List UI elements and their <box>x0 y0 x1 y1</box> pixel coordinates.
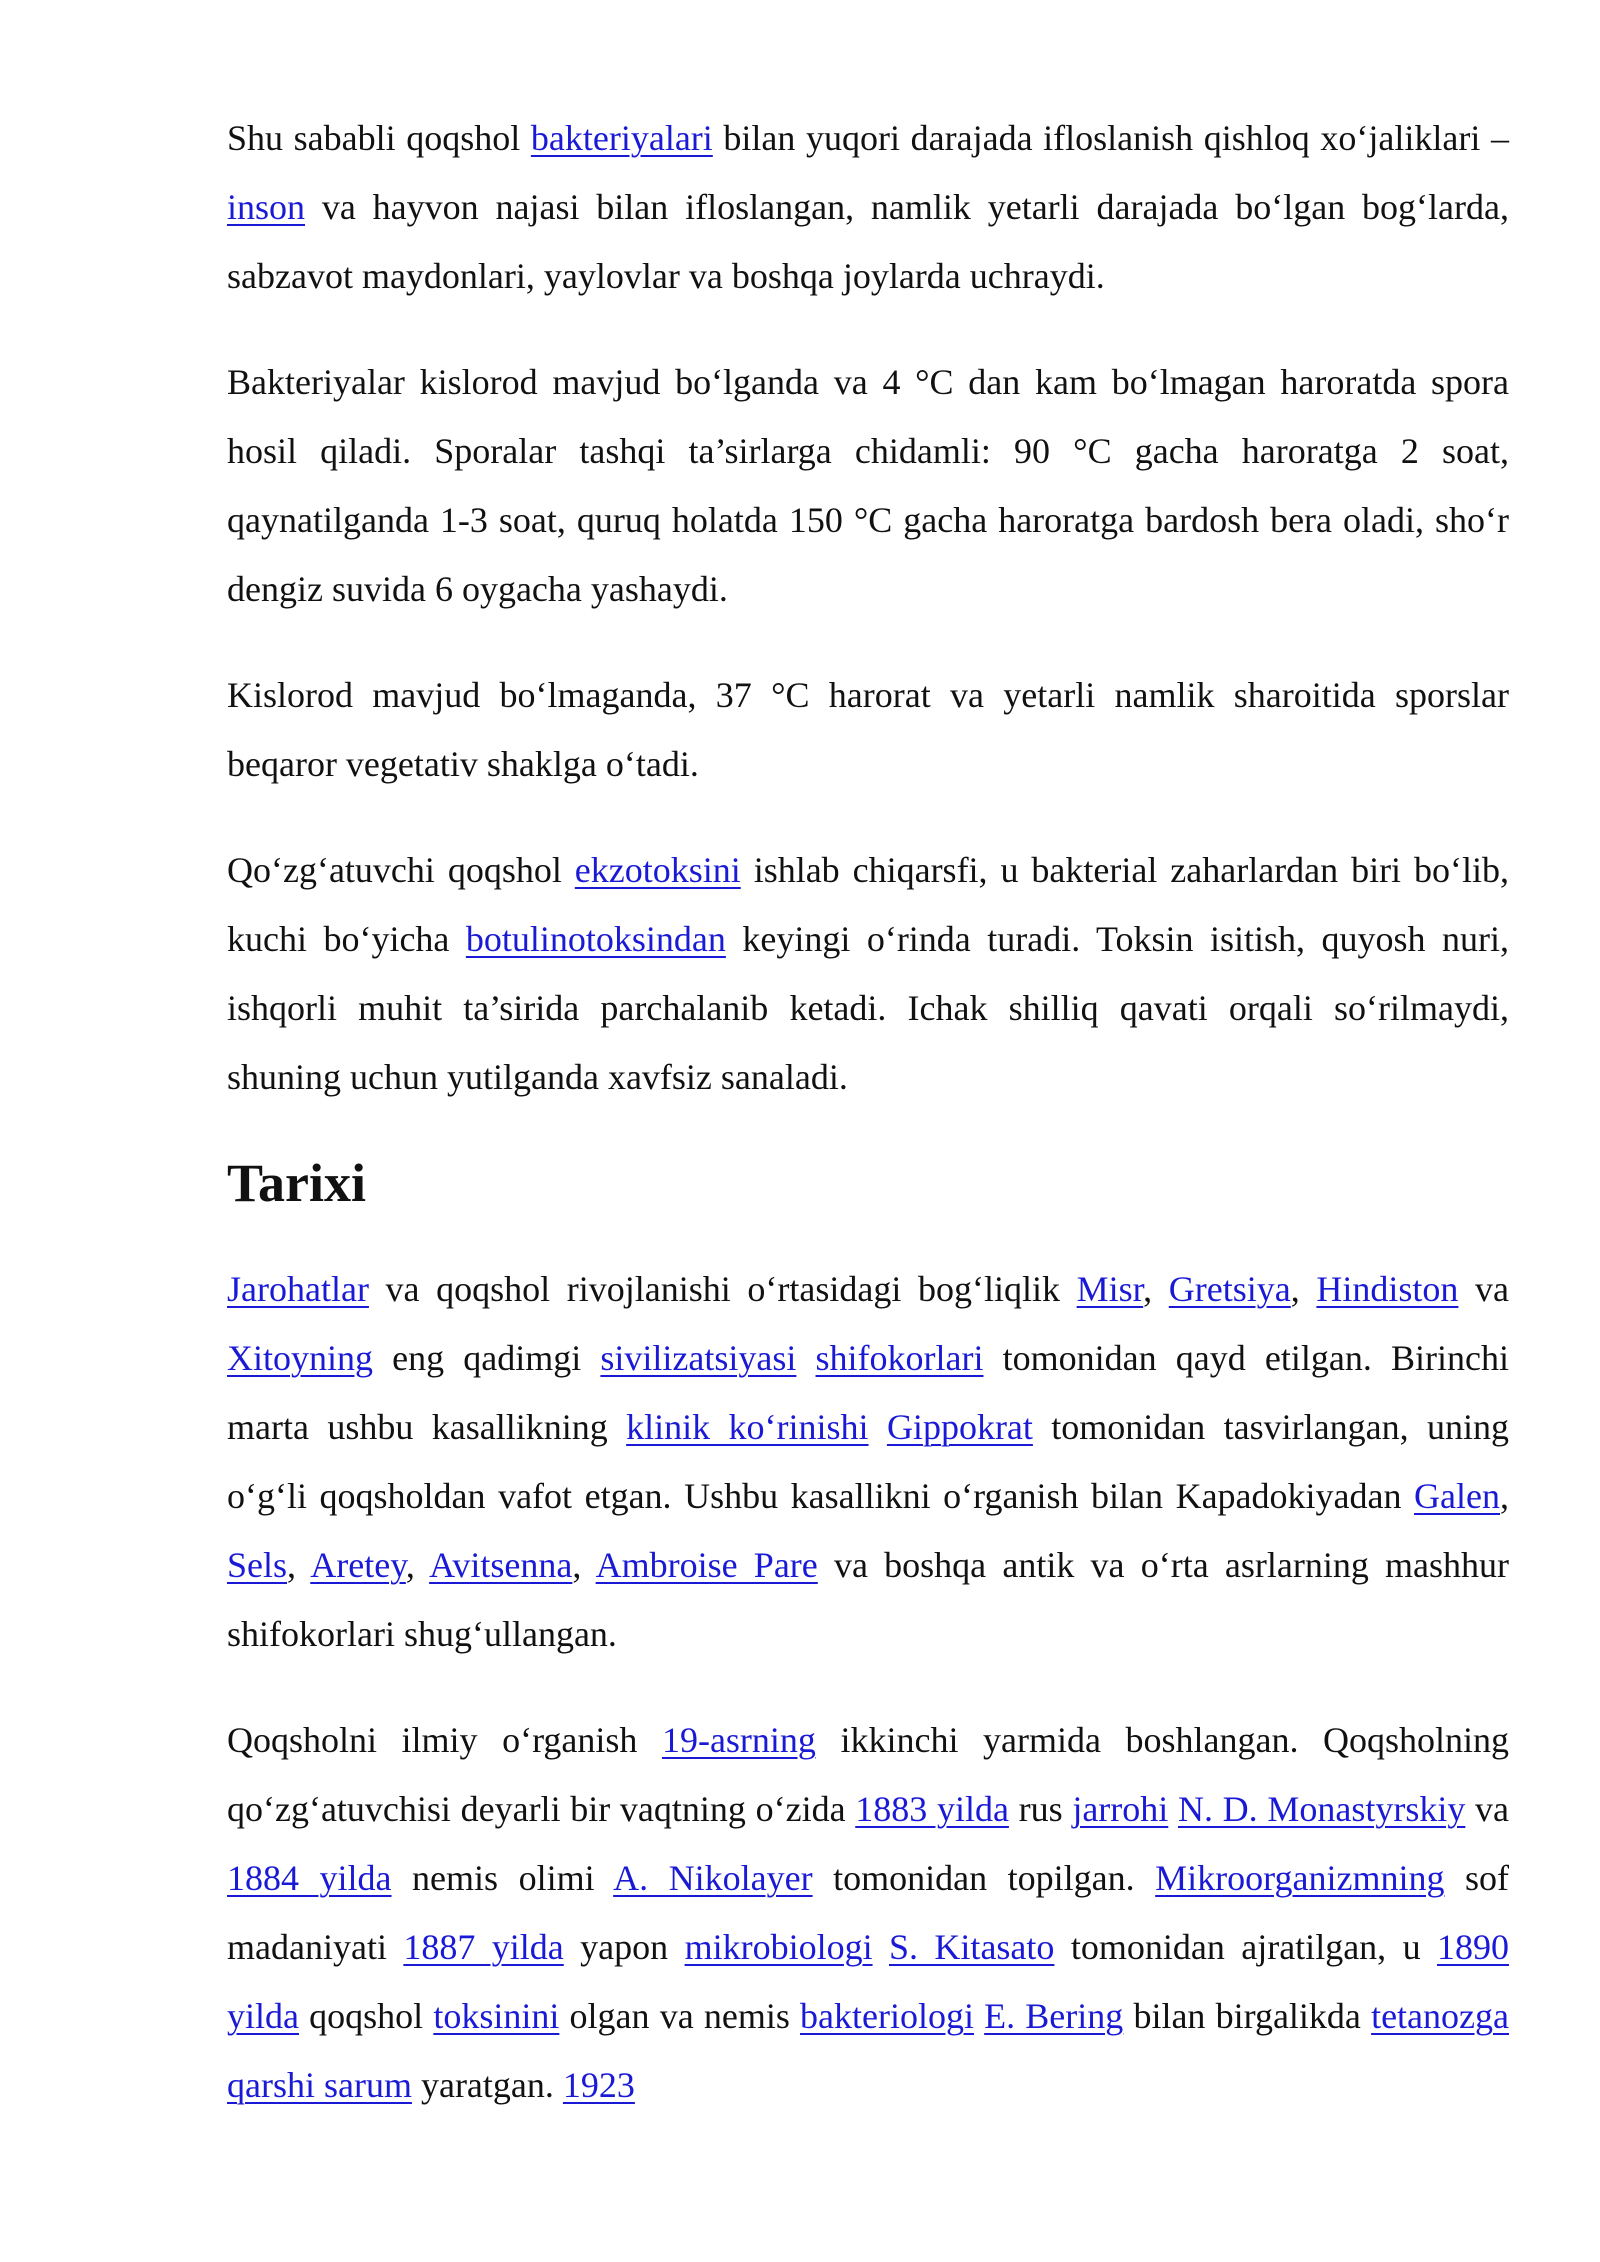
text-run: Shu sababli qoqshol <box>227 118 531 158</box>
text-run: bilan yuqori darajada ifloslanish qishloq xo‘jaliklari – <box>712 118 1509 158</box>
paragraph <box>227 836 1509 1112</box>
link-bakteriyalari[interactable]: bakteriyalari <box>530 118 713 158</box>
link-ekzotoksini[interactable]: ekzotoksini <box>574 850 741 890</box>
text-run: yapon <box>563 1927 685 1967</box>
text-run: Qo‘zg‘atuvchi qoqshol <box>227 850 575 890</box>
link-xitoyning[interactable]: Xitoyning <box>227 1338 374 1378</box>
text-run: tomonidan ajratilgan, u <box>1054 1927 1438 1967</box>
text-run: olgan va nemis <box>559 1996 801 2036</box>
document-page <box>227 104 1509 2157</box>
link-1884-yilda[interactable]: 1884 yilda <box>227 1858 392 1898</box>
text-run: Bakteriyalar kislorod mavjud bo‘lganda va 4 °C dan kam bo‘lmagan haroratda spora hosil qiladi. Sporalar tashqi ta’sirlarga chidamli: 90 °C gacha haroratga 2 soat, qaynatilganda 1-3 soat, quruq holatda 150 °C gacha haroratga bardosh bera oladi, sho‘r dengiz suvida 6 oygacha yashaydi. <box>227 362 1509 609</box>
text-run: yaratgan. <box>411 2065 563 2105</box>
link-jarrohi[interactable]: jarrohi <box>1072 1789 1169 1829</box>
link-n-d-monastyrskiy[interactable]: N. D. Monastyrskiy <box>1177 1789 1466 1829</box>
text-run: va <box>1465 1789 1510 1829</box>
link-misr[interactable]: Misr <box>1076 1269 1144 1309</box>
text-run: Tarixi <box>227 1153 367 1213</box>
paragraph <box>227 661 1509 799</box>
link-klinik-ko-rinishi[interactable]: klinik ko‘rinishi <box>626 1407 869 1447</box>
text-run: va <box>1458 1269 1510 1309</box>
link-a-nikolayer[interactable]: A. Nikolayer <box>613 1858 813 1898</box>
text-run: va qoqshol rivojlanishi o‘rtasidagi bog‘liqlik <box>368 1269 1077 1309</box>
text-run: sof madaniyati <box>227 1858 1510 1967</box>
text-run: , <box>1500 1476 1509 1516</box>
text-run: eng qadimgi <box>373 1338 601 1378</box>
link-ambroise-pare[interactable]: Ambroise Pare <box>595 1545 818 1585</box>
link-19-asrning[interactable]: 19-asrning <box>661 1720 816 1760</box>
text-run: , <box>572 1545 596 1585</box>
link-mikrobiologi[interactable]: mikrobiologi <box>684 1927 873 1967</box>
link-sels[interactable]: Sels <box>227 1545 288 1585</box>
link-1890-yilda[interactable]: 1890 yilda <box>227 1927 1510 2036</box>
text-run <box>873 1927 889 1967</box>
text-run: tomonidan topilgan. <box>812 1858 1156 1898</box>
text-run: tomonidan tasvirlangan, uning o‘g‘li qoqsholdan vafot etgan. Ushbu kasallikni o‘rganish bilan Kapadokiyadan <box>227 1407 1510 1516</box>
link-avitsenna[interactable]: Avitsenna <box>429 1545 573 1585</box>
link-1883-yilda[interactable]: 1883 yilda <box>855 1789 1009 1829</box>
text-run: tomonidan qayd etilgan. Birinchi marta ushbu kasallikning <box>227 1338 1509 1447</box>
text-run: , <box>1143 1269 1169 1309</box>
paragraph <box>227 1255 1509 1669</box>
link-galen[interactable]: Galen <box>1414 1476 1500 1516</box>
link-gippokrat[interactable]: Gippokrat <box>886 1407 1033 1447</box>
link-jarohatlar[interactable]: Jarohatlar <box>227 1269 369 1309</box>
text-run <box>1168 1789 1178 1829</box>
link-s-kitasato[interactable]: S. Kitasato <box>889 1927 1055 1967</box>
paragraph <box>227 348 1509 624</box>
link-sivilizatsiyasi[interactable]: sivilizatsiyasi <box>600 1338 797 1378</box>
text-run <box>796 1338 815 1378</box>
link-botulinotoksindan[interactable]: botulinotoksindan <box>465 919 726 959</box>
text-run: Kislorod mavjud bo‘lmaganda, 37 °C harorat va yetarli namlik sharoitida sporslar beqaror vegetativ shaklga o‘tadi. <box>227 675 1509 784</box>
link-shifokorlari[interactable]: shifokorlari <box>815 1338 984 1378</box>
text-run: rus <box>1008 1789 1073 1829</box>
link-gretsiya[interactable]: Gretsiya <box>1168 1269 1291 1309</box>
text-run: keyingi o‘rinda turadi. Toksin isitish, quyosh nuri, ishqorli muhit ta’sirida parchalanib ketadi. Ichak shilliq qavati orqali so‘rilmaydi, shuning uchun yutilganda xavfsiz sanaladi. <box>227 919 1509 1097</box>
text-run: ishlab chiqarsfi, u bakterial zaharlardan biri bo‘lib, kuchi bo‘yicha <box>227 850 1509 959</box>
section-heading <box>227 1149 1509 1218</box>
link-inson[interactable]: inson <box>227 187 306 227</box>
text-run <box>974 1996 984 2036</box>
text-run: , <box>1290 1269 1317 1309</box>
text-run: va hayvon najasi bilan ifloslangan, namlik yetarli darajada bo‘lgan bog‘larda, sabzavot maydonlari, yaylovlar va boshqa joylarda uchraydi. <box>227 187 1509 296</box>
link-aretey[interactable]: Aretey <box>310 1545 406 1585</box>
text-run: , <box>287 1545 311 1585</box>
text-run: qoqshol <box>298 1996 434 2036</box>
link-e-bering[interactable]: E. Bering <box>984 1996 1124 2036</box>
text-run: nemis olimi <box>391 1858 614 1898</box>
text-run: , <box>405 1545 430 1585</box>
text-run <box>869 1407 887 1447</box>
link-1887-yilda[interactable]: 1887 yilda <box>403 1927 564 1967</box>
link-mikroorganizmning[interactable]: Mikroorganizmning <box>1155 1858 1445 1898</box>
text-run: Qoqsholni ilmiy o‘rganish <box>227 1720 662 1760</box>
link-tetanozga-qarshi-sarum[interactable]: tetanozga qarshi sarum <box>227 1996 1509 2105</box>
link-1923[interactable]: 1923 <box>562 2065 635 2105</box>
text-run: va boshqa antik va o‘rta asrlarning mashhur shifokorlari shug‘ullangan. <box>227 1545 1510 1654</box>
text-run: ikkinchi yarmida boshlangan. Qoqsholning qo‘zg‘atuvchisi deyarli bir vaqtning o‘zida <box>227 1720 1509 1829</box>
text-run: bilan birgalikda <box>1123 1996 1372 2036</box>
link-bakteriologi[interactable]: bakteriologi <box>800 1996 974 2036</box>
link-hindiston[interactable]: Hindiston <box>1316 1269 1459 1309</box>
paragraph <box>227 1706 1509 2120</box>
paragraph <box>227 104 1509 311</box>
link-toksinini[interactable]: toksinini <box>433 1996 560 2036</box>
